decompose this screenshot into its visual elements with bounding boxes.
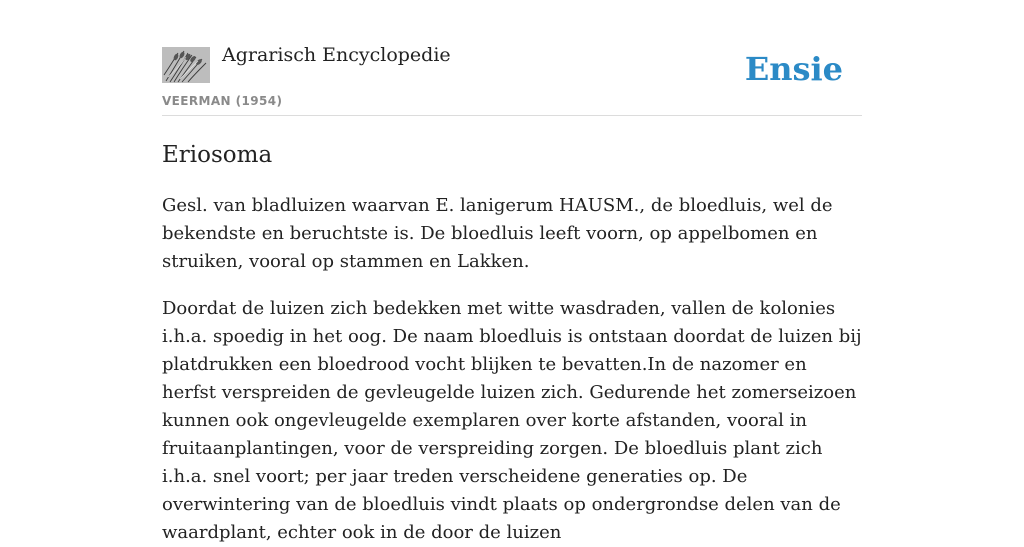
wheat-engraving-icon[interactable]: [162, 47, 210, 83]
brand-logo[interactable]: Ensie: [744, 50, 843, 88]
source-header: [162, 0, 862, 116]
article-title: Eriosoma: [162, 142, 273, 168]
article-paragraph: Gesl. van bladluizen waarvan E. lanigerum HAUSM., de bloedluis, wel de bekendste en beruchtste is. De bloedluis leeft voorn, op appelbomen en struiken, vooral op stammen en Lakken.: [162, 195, 833, 272]
source-title[interactable]: Agrarisch Encyclopedie: [222, 44, 451, 66]
article-paragraph: Doordat de luizen zich bedekken met witte wasdraden, vallen de kolonies i.h.a. spoedig in het oog. De naam bloedluis is ontstaan doordat de luizen bij platdrukken een bloedrood vocht blijken te bevatten.In de nazomer en herfst verspreiden de gevleugelde luizen zich. Gedurende het zomerseizoen kunnen ook ongevleugelde exemplaren over korte afstanden, vooral in fruitaanplantingen, voor de verspreiding zorgen. De bloedluis plant zich i.h.a. snel voort; per jaar treden verscheidene generaties op. De overwintering van de bloedluis vindt plaats op ondergrondse delen van de waardplant, echter ook in de door de luizen: [162, 298, 862, 543]
source-author-year: VEERMAN (1954): [162, 94, 283, 108]
content-container: [162, 0, 862, 547]
